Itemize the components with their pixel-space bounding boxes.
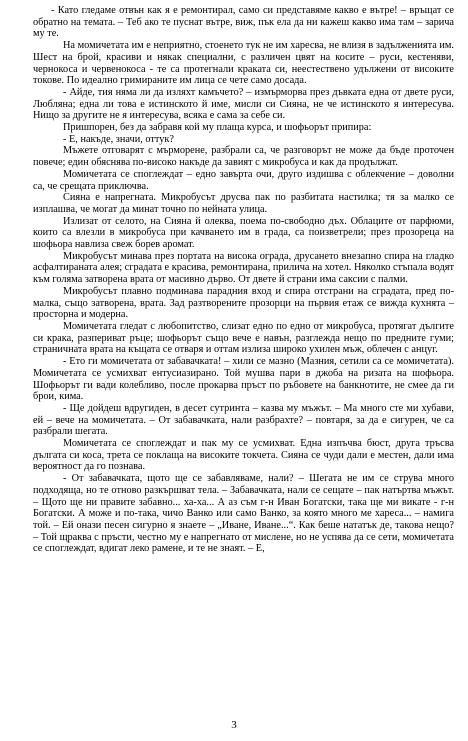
paragraph: Момичетата се споглеждат – едно завърта очи, друго издишва с облекчение – доволни са, че срещата приключва. (33, 168, 454, 192)
paragraph: - Айде, тия няма ли да изляхт камъчето? – измърморва през дъвката една от двете руси, Любляна; една ли това е истинското й име, мисли си Сияна, не че истинското я интересува. Нищо за другите не я интересува, всяка е сама за себе си. (33, 86, 454, 122)
page-number: 3 (231, 719, 237, 731)
text-body (33, 5, 454, 555)
paragraph: Излизат от селото, на Сияна й олеква, поема по-свободно дъх. Облаците от парфюми, които са влезли в микробуса при качването им в града, са поизветрели; през прозореца на шофьора навлиза свеж борев аромат. (33, 215, 454, 251)
paragraph: - Е, накъде, значи, оттук? (63, 133, 174, 145)
paragraph: Момичетата се споглеждат и пак му се усмихват. Една изпъчва бюст, друга тръсва дългата си коса, трета се поклаща на високите токчета. Сияна се чуди дали е местен, дали има вероятност да го познава. (33, 438, 454, 473)
paragraph: Микробусът плавно подминава парадния вход и спира отстрани на сградата, пред по-малка, също затворена, врата. Зад разтворените прозорци на първия етаж се вижда кухнята – просторна и модерна. (33, 285, 454, 321)
paragraph: Пришпорен, без да забравя кой му плаща курса, и шофьорът припира: (63, 122, 372, 134)
paragraph: - От забавачката, щото ще се забавляваме, нали? – Шегата не им се струва много подходяща, но те отново разкършват тела. – Забавачката, нали се сещате – пак натъртва мъжът. – Щото ще ни правите забавно... ха-ха... А аз съм г-н Иван Богатски, така ще ми викате - г-н Богатски. А може и по-така, чичо Ванко или само Ванко, за която много ме хареса... – намига той. – Ей онази песен сигурно я знаете – „Иване, Иване...“. Как беше нататък де, такова нещо? – Той щраква с пръсти, честно му е напрегнато от мислене, но не успява да се сети, момичетата се споглеждат, вдигат леко рамене, и те не знаят. – Е, (33, 473, 454, 555)
paragraph: Микробусът минава през портата на висока ограда, друсането внезапно спира на гладко асфалтираната алея; сградата е красива, ремонтирана, прилича на хотел. Няколко стъпала водят към голяма затворена врата от масивно дърво. От двете й страни има саксии с палми. (33, 250, 454, 286)
paragraph: Сияна е напрегната. Микробусът друсва пак по разбитата настилка; тя за малко се изплашва, че могат да минат точно по нейната улица. (33, 192, 454, 215)
paragraph: На момичетата им е неприятно, стоенето тук не им харесва, не влизя в задълженията им. Шест на брой, красиви и някак специални, с различен цвят на косите – руси, кестеняви, чернокоса и червенокоса - те са протегнали краката си, неестествено удължени от високите токове. По идеално гримираните им лица се чете само досада. (33, 40, 454, 87)
paragraph: - Ще дойдеш вдругиден, в десет сутринта – казва му мъжът. – Ма много сте ми хубави, ей – вече на момичетата. – От забавачката, нали разбрахте? – повтаря, за да е сигурен, че са разбрали шегата. (33, 402, 454, 438)
paragraph: - Като гледаме отвън как я е ремонтирал, само си представяме какво е вътре! – връщат се обратно на темата. – Теб ако те пуснат вътре, виж, пък ела да ни кажеш какво има там – зарича му те. (33, 5, 454, 40)
paragraph: - Ето ги момичетата от забавачката! – хили се мазно (Мазния, сетили са се момичетата). Момичетата се усмихват ентусиазирано. Той мушва пари в джоба на ризата на шофьора. Шофьорът ги вади колебливо, после прокарва пръст по ръбовете на банкнотите, не смее да ги брои, кима. (33, 356, 454, 403)
paragraph: Момичетата гледат с любопитство, слизат едно по едно от микробуса, протягат дългите си крака, разпериват ръце; шофьорът също вече е навън, разглежда нещо по предните гуми; страничната врата на къщата се отваря и оттам излиза широко ухилен мъж, облечен с анцуг. (33, 320, 454, 356)
paragraph: Мъжете отговарят с мърморене, разбрали са, че разговорът не може да бъде проточен повече; един обяснява по-високо накъде да завият с микробуса и как да продължат. (33, 145, 454, 169)
